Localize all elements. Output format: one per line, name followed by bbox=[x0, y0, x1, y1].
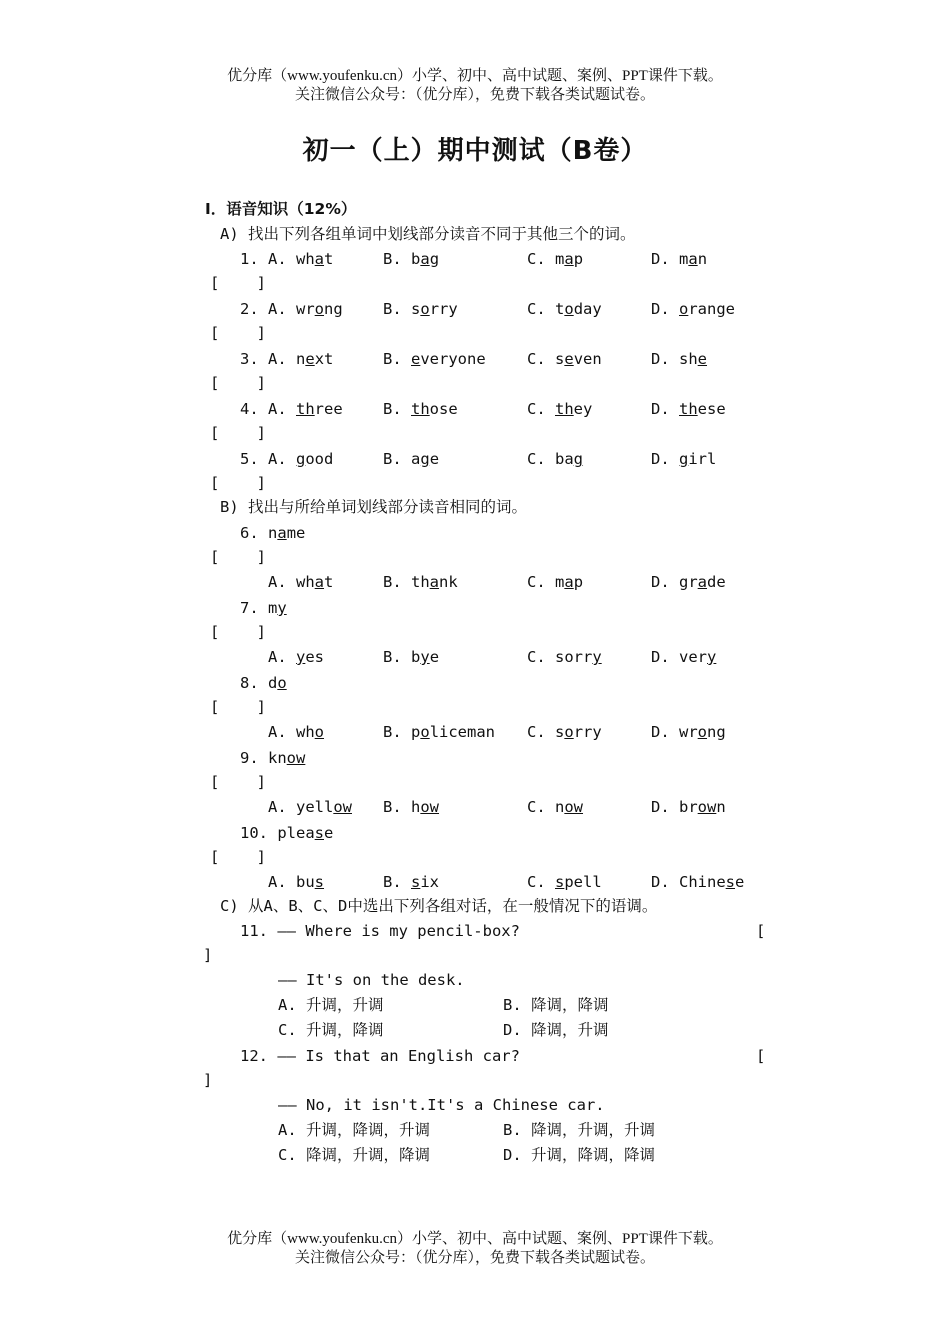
option: B. policeman bbox=[383, 723, 496, 741]
option: B. 降调，降调 bbox=[503, 996, 609, 1014]
option: C. today bbox=[527, 300, 602, 318]
underlined-sound: y bbox=[296, 648, 306, 666]
option: D. 升调，降调，降调 bbox=[503, 1146, 655, 1164]
option-letter: B. bbox=[383, 250, 411, 268]
underlined-sound: ow bbox=[564, 798, 584, 816]
question-word: 8. do bbox=[240, 674, 287, 692]
underlined-sound: a bbox=[564, 573, 574, 591]
option-letter: C. bbox=[527, 798, 555, 816]
option-letter: D. bbox=[651, 300, 679, 318]
option: C. bag bbox=[527, 450, 584, 468]
underlined-sound: s bbox=[314, 873, 325, 891]
underlined-sound: y bbox=[592, 648, 602, 666]
option: D. girl bbox=[651, 450, 717, 468]
question-number: 3. bbox=[240, 350, 259, 368]
option-letter: C. bbox=[527, 723, 555, 741]
question-number: 2. bbox=[240, 300, 259, 318]
option-letter: B. bbox=[383, 300, 411, 318]
option: A. yellow bbox=[268, 798, 352, 816]
underlined-sound: a bbox=[314, 573, 325, 591]
underlined-sound: g bbox=[573, 450, 584, 468]
option: C. map bbox=[527, 250, 584, 268]
option-letter: A. bbox=[268, 648, 296, 666]
option-letter: D. bbox=[651, 400, 679, 418]
underlined-sound: s bbox=[555, 873, 565, 891]
option-letter: D. bbox=[651, 873, 679, 891]
option-letter: C. bbox=[527, 400, 555, 418]
underlined-sound: o bbox=[314, 300, 325, 318]
option: D. man bbox=[651, 250, 708, 268]
option-letter: A. bbox=[268, 350, 296, 368]
option: A. what bbox=[268, 573, 334, 591]
answer-bracket: [ ] bbox=[210, 274, 266, 292]
option-letter: B. bbox=[383, 648, 411, 666]
underlined-sound: o bbox=[277, 674, 287, 692]
underlined-sound: a bbox=[314, 250, 325, 268]
option: C. seven bbox=[527, 350, 602, 368]
option: D. orange bbox=[651, 300, 736, 318]
answer-bracket: [ ] bbox=[210, 324, 266, 342]
option-letter: B. bbox=[383, 400, 411, 418]
underlined-sound: g bbox=[420, 450, 430, 468]
option: C. sorry bbox=[527, 723, 602, 741]
option: A. what bbox=[268, 250, 334, 268]
question-reply: —— It's on the desk. bbox=[278, 971, 465, 989]
question-number: 6. bbox=[240, 524, 268, 542]
answer-bracket: [ ] bbox=[210, 773, 266, 791]
option: B. 降调，升调，升调 bbox=[503, 1121, 655, 1139]
underlined-sound: y bbox=[707, 648, 717, 666]
underlined-sound: o bbox=[679, 300, 689, 318]
answer-bracket-close: ] bbox=[203, 1071, 213, 1089]
underlined-sound: e bbox=[697, 350, 708, 368]
option-letter: C. bbox=[527, 300, 555, 318]
option-letter: A. bbox=[268, 300, 296, 318]
answer-bracket: [ ] bbox=[210, 698, 266, 716]
underlined-sound: s bbox=[725, 873, 736, 891]
option: C. sorry bbox=[527, 648, 602, 666]
option-letter: A. bbox=[268, 450, 296, 468]
underlined-sound: o bbox=[314, 723, 325, 741]
option-letter: B. bbox=[383, 723, 411, 741]
option-letter: B. bbox=[383, 873, 411, 891]
underlined-sound: s bbox=[314, 824, 324, 842]
option: B. bye bbox=[383, 648, 440, 666]
answer-bracket-open: [ bbox=[756, 1047, 766, 1065]
underlined-sound: o bbox=[420, 723, 430, 741]
question-number: 9. bbox=[240, 749, 268, 767]
option: D. grade bbox=[651, 573, 726, 591]
underlined-sound: y bbox=[420, 648, 430, 666]
answer-bracket-close: ] bbox=[203, 946, 213, 964]
option: D. she bbox=[651, 350, 708, 368]
section-heading: I．语音知识（12%） bbox=[205, 200, 357, 218]
underlined-sound: o bbox=[564, 300, 574, 318]
question-word: 9. know bbox=[240, 749, 306, 767]
answer-bracket: [ ] bbox=[210, 424, 266, 442]
option: C. spell bbox=[527, 873, 602, 891]
question-number: 5. bbox=[240, 450, 259, 468]
question-prompt: 11. —— Where is my pencil-box? bbox=[240, 922, 520, 940]
underlined-sound: th bbox=[679, 400, 698, 418]
underlined-sound: o bbox=[697, 723, 708, 741]
underlined-sound: s bbox=[411, 873, 421, 891]
underlined-sound: a bbox=[429, 573, 440, 591]
option: C. 降调，升调，降调 bbox=[278, 1146, 430, 1164]
option: A. bus bbox=[268, 873, 325, 891]
question-reply: —— No, it isn't.It's a Chinese car. bbox=[278, 1096, 605, 1114]
option: A. wrong bbox=[268, 300, 343, 318]
question-number: 10. bbox=[240, 824, 278, 842]
option: A. who bbox=[268, 723, 325, 741]
part-c-instruction: C) 从A、B、C、D中选出下列各组对话，在一般情况下的语调。 bbox=[220, 897, 658, 915]
option-letter: D. bbox=[651, 723, 679, 741]
option: C. 升调，降调 bbox=[278, 1021, 384, 1039]
underlined-sound: g bbox=[679, 450, 689, 468]
option-letter: D. bbox=[651, 798, 679, 816]
underlined-sound: th bbox=[296, 400, 315, 418]
option-letter: B. bbox=[383, 798, 411, 816]
option-letter: D. bbox=[651, 573, 679, 591]
option: B. bag bbox=[383, 250, 440, 268]
answer-bracket-open: [ bbox=[756, 922, 766, 940]
page-title: 初一（上）期中测试（B卷） bbox=[302, 136, 648, 166]
option: A. 升调，降调，升调 bbox=[278, 1121, 430, 1139]
underlined-sound: e bbox=[411, 350, 421, 368]
option: A. next bbox=[268, 350, 334, 368]
header-line-2: 关注微信公众号：（优分库），免费下载各类试题试卷。 bbox=[294, 87, 655, 103]
question-prompt: 12. —— Is that an English car? bbox=[240, 1047, 520, 1065]
question-word: 7. my bbox=[240, 599, 287, 617]
option-letter: A. bbox=[268, 798, 296, 816]
underlined-sound: th bbox=[411, 400, 430, 418]
option-letter: C. bbox=[527, 250, 555, 268]
option-letter: C. bbox=[527, 573, 555, 591]
option-letter: A. bbox=[268, 723, 296, 741]
header-line-1: 优分库（www.youfenku.cn）小学、初中、高中试题、案例、PPT课件下载。 bbox=[227, 68, 723, 84]
footer-line-2: 关注微信公众号：（优分库），免费下载各类试题试卷。 bbox=[294, 1250, 655, 1266]
underlined-sound: a bbox=[564, 250, 574, 268]
option-letter: D. bbox=[651, 648, 679, 666]
option: D. 降调，升调 bbox=[503, 1021, 609, 1039]
option: C. map bbox=[527, 573, 584, 591]
answer-bracket: [ ] bbox=[210, 374, 266, 392]
underlined-sound: ow bbox=[333, 798, 352, 816]
option: A. good bbox=[268, 450, 334, 468]
underlined-sound: ow bbox=[420, 798, 440, 816]
underlined-sound: a bbox=[688, 250, 698, 268]
underlined-sound: a bbox=[420, 250, 430, 268]
underlined-sound: a bbox=[697, 573, 708, 591]
part-b-instruction: B) 找出与所给单词划线部分读音相同的词。 bbox=[220, 498, 527, 516]
underlined-sound: o bbox=[420, 300, 430, 318]
option-letter: B. bbox=[383, 450, 411, 468]
option-letter: C. bbox=[527, 350, 555, 368]
question-number: 7. bbox=[240, 599, 268, 617]
option-letter: B. bbox=[383, 350, 411, 368]
option: D. brown bbox=[651, 798, 726, 816]
underlined-sound: th bbox=[555, 400, 574, 418]
option-letter: C. bbox=[527, 450, 555, 468]
answer-bracket: [ ] bbox=[210, 474, 266, 492]
option: A. yes bbox=[268, 648, 325, 666]
underlined-sound: e bbox=[564, 350, 574, 368]
option-letter: B. bbox=[383, 573, 411, 591]
option-letter: D. bbox=[651, 350, 679, 368]
underlined-sound: o bbox=[564, 723, 574, 741]
option-letter: A. bbox=[268, 250, 296, 268]
question-number: 4. bbox=[240, 400, 259, 418]
underlined-sound: g bbox=[296, 450, 306, 468]
footer-line-1: 优分库（www.youfenku.cn）小学、初中、高中试题、案例、PPT课件下载。 bbox=[227, 1231, 723, 1247]
option: B. how bbox=[383, 798, 440, 816]
option: D. very bbox=[651, 648, 717, 666]
answer-bracket: [ ] bbox=[210, 623, 266, 641]
underlined-sound: y bbox=[277, 599, 287, 617]
option: B. everyone bbox=[383, 350, 486, 368]
option-letter: A. bbox=[268, 400, 296, 418]
underlined-sound: ow bbox=[286, 749, 306, 767]
option-letter: C. bbox=[527, 648, 555, 666]
option-letter: D. bbox=[651, 250, 679, 268]
option-letter: A. bbox=[268, 573, 296, 591]
option-letter: C. bbox=[527, 873, 555, 891]
question-word: 6. name bbox=[240, 524, 306, 542]
option: D. Chinese bbox=[651, 873, 745, 891]
option: B. those bbox=[383, 400, 458, 418]
question-number: 8. bbox=[240, 674, 268, 692]
option: A. 升调，升调 bbox=[278, 996, 384, 1014]
option-letter: D. bbox=[651, 450, 679, 468]
option: B. six bbox=[383, 873, 440, 891]
option: D. these bbox=[651, 400, 726, 418]
option: A. three bbox=[268, 400, 343, 418]
question-word: 10. please bbox=[240, 824, 334, 842]
part-a-instruction: A) 找出下列各组单词中划线部分读音不同于其他三个的词。 bbox=[220, 225, 636, 243]
option: C. they bbox=[527, 400, 593, 418]
underlined-sound: a bbox=[277, 524, 287, 542]
option: C. now bbox=[527, 798, 584, 816]
option-letter: A. bbox=[268, 873, 296, 891]
underlined-sound: e bbox=[305, 350, 315, 368]
answer-bracket: [ ] bbox=[210, 848, 266, 866]
option: D. wrong bbox=[651, 723, 726, 741]
option: B. thank bbox=[383, 573, 458, 591]
answer-bracket: [ ] bbox=[210, 548, 266, 566]
option: B. sorry bbox=[383, 300, 458, 318]
underlined-sound: ow bbox=[697, 798, 717, 816]
option: B. age bbox=[383, 450, 440, 468]
question-number: 1. bbox=[240, 250, 259, 268]
